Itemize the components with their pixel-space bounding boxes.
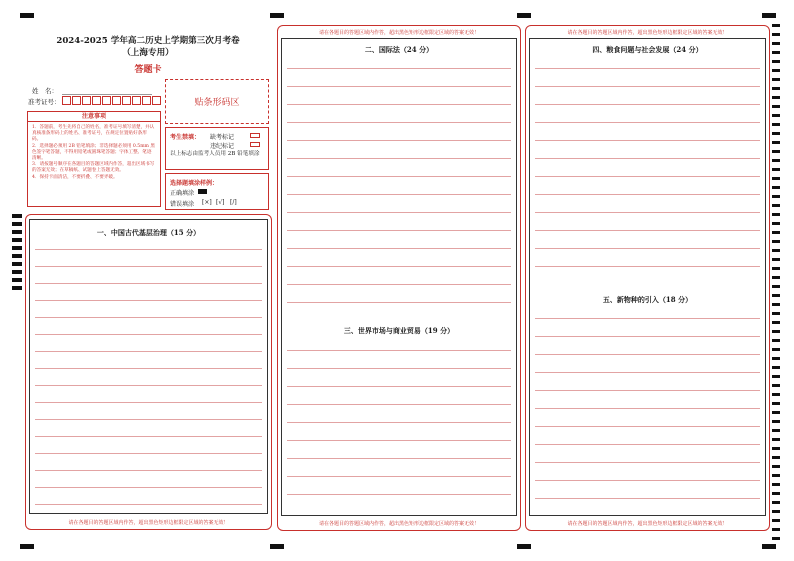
timing-mark [772,24,780,27]
timing-mark [772,384,780,387]
timing-mark [772,465,780,468]
alignment-mark [270,544,284,549]
answer-line [287,248,511,249]
timing-mark [772,420,780,423]
timing-mark [772,96,780,99]
answer-line [535,68,760,69]
timing-mark [772,429,780,432]
violation-label: 违纪标记 [210,143,235,150]
candidate-ban-box [165,127,269,170]
timing-mark [772,114,780,117]
answer-line [535,104,760,105]
answer-line [35,504,262,505]
timing-mark [772,69,780,72]
timing-mark [772,330,780,333]
alignment-mark [517,544,531,549]
alignment-mark [762,544,776,549]
timing-mark [772,348,780,351]
timing-mark [772,168,780,171]
answer-line [35,283,262,284]
timing-mark [772,231,780,234]
answer-line [287,404,511,405]
timing-mark [12,246,22,250]
timing-mark [12,254,22,258]
alignment-mark [20,544,34,549]
timing-mark [12,230,22,234]
section-title-3: 三、世界市场与商业贸易（19 分） [343,326,455,335]
answer-line [287,212,511,213]
notice-title: 注意事项 [28,112,160,122]
timing-mark [772,537,780,540]
answer-line [35,249,262,250]
missing-label: 缺考标记 [210,134,235,141]
timing-mark [772,150,780,153]
barcode-label: 贴条形码区 [194,98,240,108]
timing-mark [772,177,780,180]
timing-mark [772,339,780,342]
answer-line [535,390,760,391]
answer-line [287,86,511,87]
timing-mark [772,366,780,369]
answer-line [535,122,760,123]
timing-mark [772,204,780,207]
answer-line [287,494,511,495]
answer-line [287,68,511,69]
timing-mark [772,285,780,288]
section-title-1: 一、中国古代基层治理（15 分） [96,228,201,237]
answer-line [287,284,511,285]
warning-text: 请在各题目的答题区域内作答，超出黑色矩形边框限定区域的答案无效！ [567,521,728,527]
timing-mark [772,276,780,279]
answer-line [535,444,760,445]
answer-line [287,176,511,177]
answer-line [35,419,262,420]
id-boxes[interactable] [62,96,162,106]
notice-box [27,111,161,207]
timing-mark [772,258,780,261]
timing-mark [772,141,780,144]
correct-fill-mark [198,189,207,194]
answer-line [287,194,511,195]
timing-mark [772,213,780,216]
answer-line [287,368,511,369]
answer-line [535,140,760,141]
wrong-mark: [√] [216,199,225,206]
fill-sample-box [165,173,269,210]
timing-mark [772,42,780,45]
answer-line [287,422,511,423]
answer-line [35,351,262,352]
timing-mark [772,321,780,324]
answer-line [287,476,511,477]
timing-mark [772,33,780,36]
answer-line [35,385,262,386]
timing-mark [772,519,780,522]
timing-mark [772,105,780,108]
wrong-mark: [×] [202,199,212,206]
timing-mark [772,447,780,450]
timing-mark [772,159,780,162]
violation-mark-box[interactable] [250,142,260,147]
answer-line [535,336,760,337]
timing-mark [772,411,780,414]
timing-mark [772,294,780,297]
answer-line [35,487,262,488]
timing-mark [772,483,780,486]
timing-mark [12,278,22,282]
timing-mark [772,51,780,54]
answer-line [535,372,760,373]
timing-mark [772,186,780,189]
warning-text: 请在各题目的答题区域内作答，超出黑色矩形边框限定区域的答案无效！ [68,520,229,526]
answer-line [535,248,760,249]
timing-mark [772,303,780,306]
timing-mark [12,238,22,242]
timing-mark [772,249,780,252]
id-label: 准考证号： [28,98,61,106]
correct-fill-label: 正确填涂 [170,190,195,197]
alignment-mark [20,13,34,18]
section-title-5: 五、新物种的引入（18 分） [602,295,693,304]
timing-mark [772,240,780,243]
answer-line [35,317,262,318]
wrong-fill-label: 错误填涂 [170,201,195,208]
name-field[interactable] [62,94,152,95]
answer-line [35,470,262,471]
answer-line [35,402,262,403]
answer-line [35,300,262,301]
timing-mark [772,267,780,270]
answer-line [535,408,760,409]
timing-mark [772,357,780,360]
barcode-area [165,79,269,124]
section-title-2: 二、国际法（24 分） [364,45,434,54]
answer-line [287,158,511,159]
answer-line [287,122,511,123]
answer-line [535,498,760,499]
notice-item: 3．请按题号顺序在各题目的答题区域内作答，超出区域书写的答案无效；在草稿纸、试题卷上答题无效。 [32,162,155,174]
timing-mark [772,375,780,378]
timing-mark [772,474,780,477]
answer-line [535,86,760,87]
timing-mark [772,60,780,63]
answer-line [535,354,760,355]
warning-text: 请在各题目的答题区域内作答，超出黑色矩形边框限定区域的答案无效！ [318,30,479,36]
answer-line [535,212,760,213]
notice-item: 4．保持卡面清洁，不要折叠、不要弄破。 [32,174,118,180]
wrong-mark: [/] [230,199,237,206]
answer-line [287,440,511,441]
answer-line [535,426,760,427]
answer-line [535,462,760,463]
answer-line [287,458,511,459]
answer-line [535,480,760,481]
section-title-4: 四、粮食问题与社会发展（24 分） [592,45,703,54]
timing-mark [12,214,22,218]
timing-mark [772,501,780,504]
timing-mark [772,123,780,126]
timing-mark [772,78,780,81]
timing-mark [772,438,780,441]
timing-mark [12,262,22,266]
timing-mark [12,222,22,226]
notice-item: 1．答题前，考生先将自己的姓名，准考证号填写清楚，并认真核准条形码上的姓名、准考证号，在规定位置贴好条形码。 [32,125,155,143]
timing-mark [772,195,780,198]
timing-mark [12,286,22,290]
answer-line [35,453,262,454]
answer-line [535,194,760,195]
answer-line [535,318,760,319]
timing-mark [12,270,22,274]
answer-line [535,266,760,267]
timing-mark [772,528,780,531]
answer-line [35,334,262,335]
answer-area-2[interactable] [281,38,517,516]
answer-line [287,350,511,351]
timing-mark [772,132,780,135]
warning-text: 请在各题目的答题区域内作答，超出黑色矩形边框限定区域的答案无效！ [567,30,728,36]
answer-line [35,368,262,369]
answer-line [35,436,262,437]
timing-mark [772,312,780,315]
missing-mark-box[interactable] [250,133,260,138]
alignment-mark [762,13,776,18]
warning-text: 请在各题目的答题区域内作答，超出黑色矩形边框限定区域的答案无效！ [318,521,479,527]
timing-mark [772,492,780,495]
alignment-mark [517,13,531,18]
timing-mark [772,456,780,459]
answer-line [287,386,511,387]
answer-line [287,104,511,105]
answer-line [535,158,760,159]
exam-subtitle: （上海专用） [122,48,174,58]
answer-line [535,176,760,177]
alignment-mark [270,13,284,18]
card-label: 答题卡 [134,65,162,75]
timing-mark [772,393,780,396]
answer-line [35,266,262,267]
answer-line [287,302,511,303]
answer-line [535,230,760,231]
timing-mark [772,87,780,90]
answer-line [287,266,511,267]
timing-mark [772,510,780,513]
ban-title: 考生禁填： [170,134,201,141]
answer-line [287,140,511,141]
name-label: 姓 名： [32,87,58,95]
exam-title: 2024-2025 学年高二历史上学期第三次月考卷 [56,36,240,46]
fill-sample-title: 选择题填涂样例： [170,180,219,187]
notice-item: 2．选择题必须用 2B 铅笔填涂；非选择题必须用 0.5mm 黑色签字笔答题，不得用铅笔或圆珠笔答题；字体工整、笔迹清晰。 [32,143,155,162]
timing-mark [772,402,780,405]
timing-mark [772,222,780,225]
ban-instruction: 以上标志由监考人员用 2B 铅笔填涂 [170,151,260,157]
answer-line [287,230,511,231]
